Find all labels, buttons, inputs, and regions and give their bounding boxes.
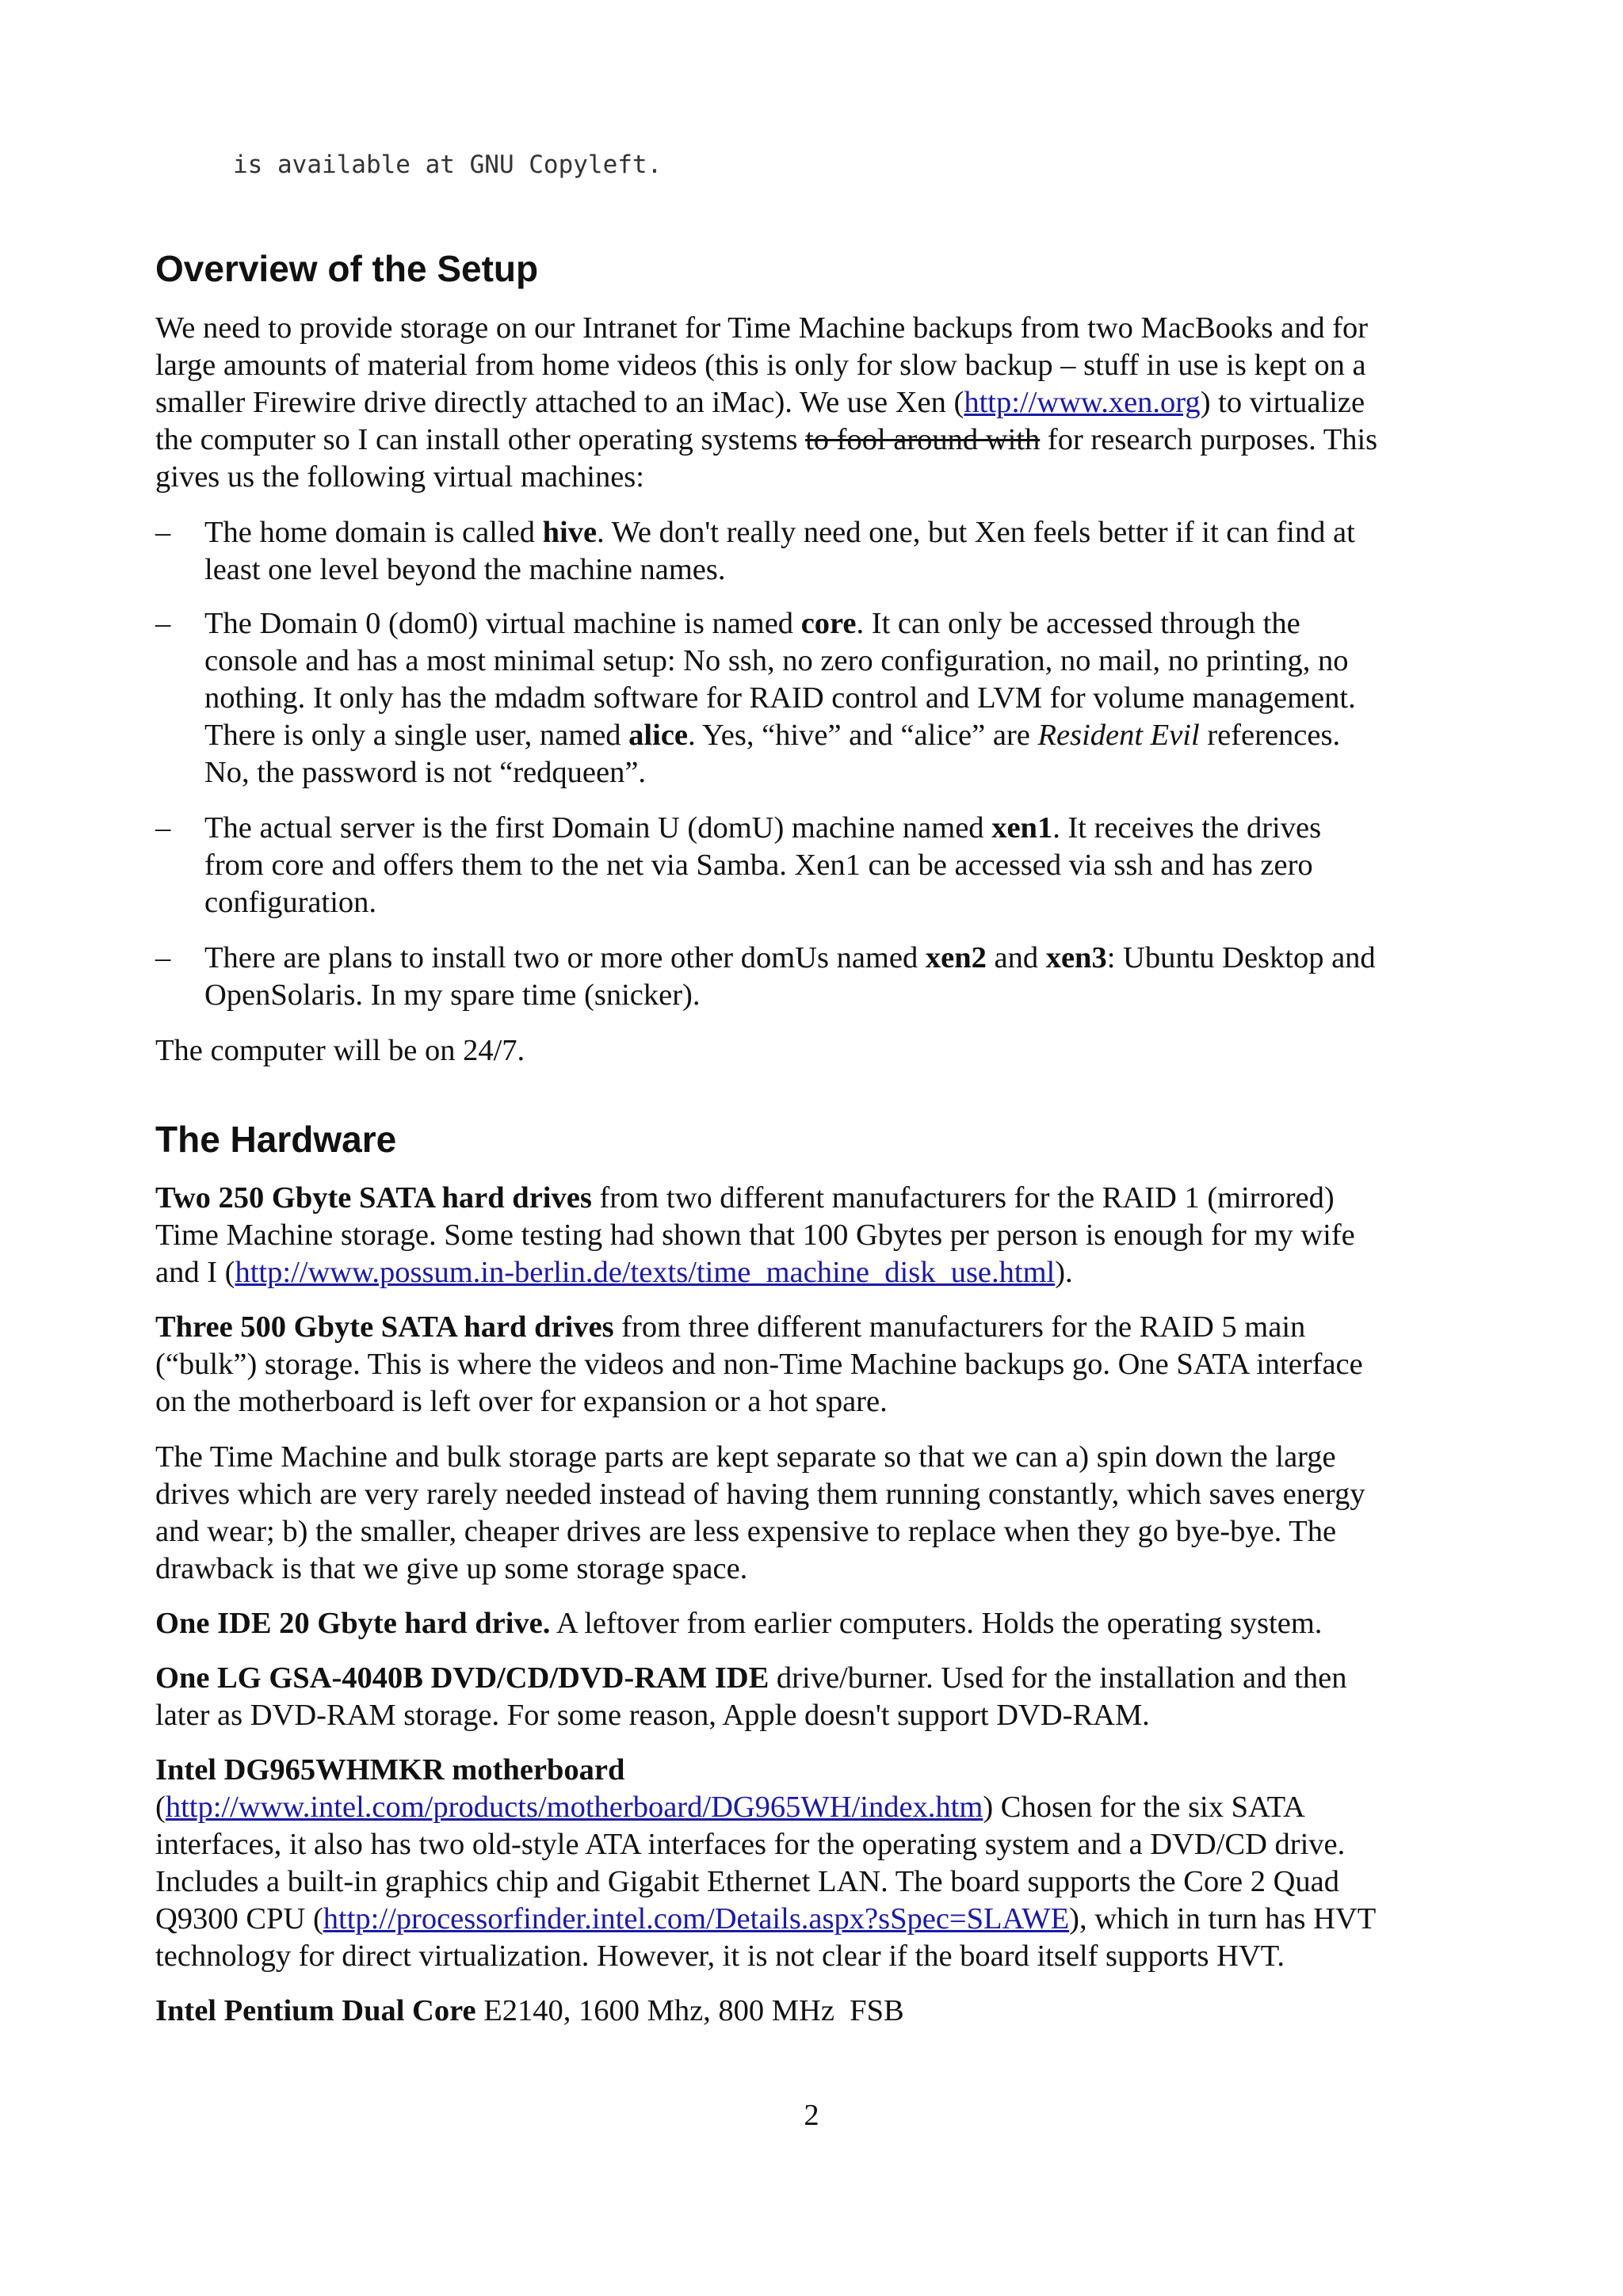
hardware-paragraph: One LG GSA-4040B DVD/CD/DVD-RAM IDE drive/burner. Used for the installation and then later as DVD-RAM storage. For some reason, Apple doesn't support DVD-RAM.	[155, 1661, 1347, 1732]
hardware-paragraph: Three 500 Gbyte SATA hard drives from three different manufacturers for the RAID 5 main (“bulk”) storage. This is where the videos and non-Time Machine backups go. One SATA interface on the motherboard is left over for expansion or a hot spare.	[155, 1310, 1363, 1418]
overview-closing: The computer will be on 24/7.	[155, 1034, 525, 1067]
list-item: – There are plans to install two or more other domUs named xen2 and xen3: Ubuntu Desktop and OpenSolaris. In my spare time (snicker).	[155, 941, 1376, 1012]
list-item: – The home domain is called hive. We don't really need one, but Xen feels better if it can find at least one level beyond the machine names.	[155, 516, 1355, 586]
overview-intro-paragraph: We need to provide storage on our Intranet for Time Machine backups from two MacBooks and for large amounts of material from home videos (this is only for slow backup – stuff in use is kept on a smaller Firewire drive directly attached to an iMac). We use Xen (http://www.xen.org) to virtualize the computer so I can install other operating systems to fool around with for research purposes. This gives us the following virtual machines:	[155, 311, 1378, 494]
possum-link[interactable]: http://www.possum.in-berlin.de/texts/time_machine_disk_use.html	[235, 1256, 1056, 1289]
code-line: is available at GNU Copyleft.	[233, 151, 663, 179]
processorfinder-link[interactable]: http://processorfinder.intel.com/Details.aspx?sSpec=SLAWE	[323, 1902, 1070, 1936]
list-dash: –	[155, 607, 171, 640]
xen-link[interactable]: http://www.xen.org	[964, 386, 1201, 419]
page-number: 2	[804, 2099, 819, 2132]
hardware-paragraph: Intel DG965WHMKR motherboard (http://www.intel.com/products/motherboard/DG965WH/index.htm) Chosen for the six SATA interfaces, it also has two old-style ATA interfaces for the operating system and a DVD/CD drive. Includes a built-in graphics chip and Gigabit Ethernet LAN. The board supports the Core 2 Quad Q9300 CPU (http://processorfinder.intel.com/Details.aspx?sSpec=SLAWE), which in turn has HVT technology for direct virtualization. However, it is not clear if the board itself supports HVT.	[155, 1753, 1377, 1973]
struck-text: to fool around with	[805, 423, 1041, 456]
hardware-paragraph: Two 250 Gbyte SATA hard drives from two different manufacturers for the RAID 1 (mirrored) Time Machine storage. Some testing had shown that 100 Gbytes per person is enough for my wife and I (http://www.possum.in-berlin.de/texts/time_machine_disk_use.html).	[155, 1181, 1355, 1289]
list-dash: –	[155, 516, 171, 549]
section-heading-hardware: The Hardware	[155, 1119, 397, 1160]
hardware-paragraph: One IDE 20 Gbyte hard drive. A leftover from earlier computers. Holds the operating system.	[155, 1607, 1323, 1640]
intel-motherboard-link[interactable]: http://www.intel.com/products/motherboard/DG965WH/index.htm	[165, 1791, 983, 1824]
hardware-paragraph: Intel Pentium Dual Core E2140, 1600 Mhz, 800 MHz FSB	[155, 1994, 904, 2027]
list-item: – The Domain 0 (dom0) virtual machine is named core. It can only be accessed through the console and has a most minimal setup: No ssh, no zero configuration, no mail, no printing, no nothing. It only has the mdadm software for RAID control and LVM for volume management. There is only a single user, named alice. Yes, “hive” and “alice” are Resident Evil references. No, the password is not “redqueen”.	[155, 607, 1356, 789]
list-dash: –	[155, 941, 171, 974]
hardware-paragraph: The Time Machine and bulk storage parts are kept separate so that we can a) spin down the large drives which are very rarely needed instead of having them running constantly, which saves energy and wear; b) the smaller, cheaper drives are less expensive to replace when they go bye-bye. The drawback is that we give up some storage space.	[155, 1440, 1365, 1585]
list-item: – The actual server is the first Domain U (domU) machine named xen1. It receives the drives from core and offers them to the net via Samba. Xen1 can be accessed via ssh and has zero configuration.	[155, 811, 1322, 919]
section-heading-overview: Overview of the Setup	[155, 248, 539, 289]
list-dash: –	[155, 811, 171, 845]
